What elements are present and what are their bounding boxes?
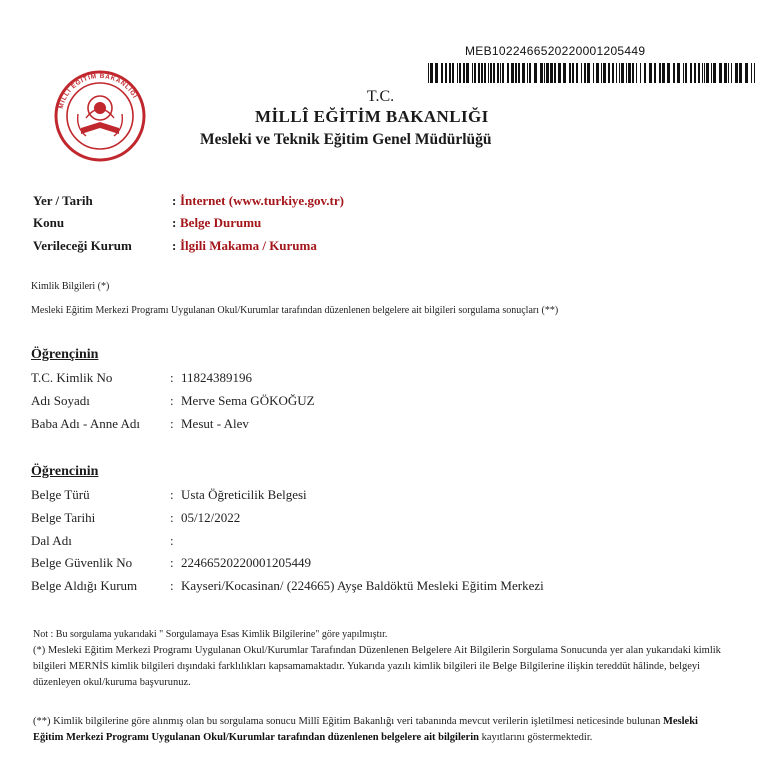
barcode-bar xyxy=(522,63,525,83)
meta-colon: : xyxy=(172,215,177,230)
field-value-security: 22466520220001205449 xyxy=(181,555,311,570)
barcode-bar xyxy=(463,63,465,83)
barcode-bar xyxy=(667,63,670,83)
barcode-bar xyxy=(459,63,461,83)
barcode-bar xyxy=(515,63,517,83)
barcode-bar xyxy=(507,63,509,83)
barcode-bar xyxy=(698,63,700,83)
barcode-bar xyxy=(735,63,738,83)
field-colon: : xyxy=(170,510,174,525)
barcode-bar xyxy=(445,63,447,83)
barcode-bar xyxy=(587,63,590,83)
barcode-bar xyxy=(441,63,443,83)
barcode-bar xyxy=(584,63,586,83)
field-value-issuer: Kayseri/Kocasinan/ (224665) Ayşe Baldöktü Mesleki Eğitim Merkezi xyxy=(181,578,544,593)
barcode-bar xyxy=(481,63,483,83)
barcode-bar xyxy=(690,63,692,83)
field-colon: : xyxy=(170,578,174,593)
barcode xyxy=(428,63,755,83)
barcode-bar xyxy=(466,63,469,83)
barcode-bar xyxy=(739,63,742,83)
barcode-bar xyxy=(428,63,429,83)
student-section-title: Öğrençinin xyxy=(31,347,99,362)
barcode-bar xyxy=(497,63,499,83)
meta-label-place: Yer / Tarih xyxy=(33,193,93,208)
barcode-bar xyxy=(626,63,627,83)
barcode-bar xyxy=(601,63,602,83)
barcode-bar xyxy=(563,63,566,83)
barcode-bar xyxy=(603,63,606,83)
barcode-bar xyxy=(435,63,438,83)
barcode-bar xyxy=(500,63,501,83)
barcode-bar xyxy=(593,63,594,83)
barcode-bar xyxy=(659,63,661,83)
meta-value-subject: Belge Durumu xyxy=(180,215,262,230)
header-tc: T.C. xyxy=(366,88,395,105)
barcode-bar xyxy=(731,63,732,83)
barcode-bar xyxy=(449,63,451,83)
field-label-branch: Dal Adı xyxy=(31,533,72,548)
meta-value-place: İnternet (www.turkiye.gov.tr) xyxy=(180,193,344,208)
field-value-tc: 11824389196 xyxy=(181,370,253,385)
barcode-bar xyxy=(694,63,696,83)
barcode-bar xyxy=(540,63,543,83)
barcode-bar xyxy=(621,63,624,83)
barcode-bar xyxy=(636,63,637,83)
footnote: Not : Bu sorgulama yukarıdaki " Sorgulamaya Esas Kimlik Bilgilerine" göre yapılmıştır. xyxy=(33,629,388,640)
barcode-bar xyxy=(616,63,617,83)
barcode-bar xyxy=(619,63,620,83)
barcode-bar xyxy=(632,63,634,83)
field-value-parents: Mesut - Alev xyxy=(181,416,249,431)
barcode-bar xyxy=(649,63,652,83)
barcode-bar xyxy=(558,63,561,83)
barcode-bar xyxy=(662,63,665,83)
meta-colon: : xyxy=(172,193,177,208)
barcode-bar xyxy=(719,63,722,83)
note-query-result: (**) Kimlik bilgilerine göre alınmış olan bu sorgulama sonucu Millî Eğitim Bakanlığı veri tabanında mevcut verilerin işletilmesi neticesinde bulunan Mesleki Eğitim Merkezi Programı Uygulanan Okul/Kurumlar tarafından düzenlenen belgelere ait bilgilerin kayıtlarını göstermektedir. xyxy=(33,716,698,743)
barcode-bar xyxy=(527,63,528,83)
barcode-bar xyxy=(673,63,675,83)
barcode-bar xyxy=(612,63,614,83)
barcode-bar xyxy=(751,63,752,83)
barcode-bar xyxy=(544,63,545,83)
field-colon: : xyxy=(170,370,174,385)
barcode-bar xyxy=(596,63,599,83)
field-value-type: Usta Öğreticilik Belgesi xyxy=(181,487,307,502)
barcode-bar xyxy=(484,63,486,83)
barcode-bar xyxy=(702,63,703,83)
barcode-bar xyxy=(677,63,680,83)
barcode-bar xyxy=(569,63,571,83)
barcode-bar xyxy=(640,63,641,83)
barcode-bar xyxy=(654,63,656,83)
ministry-seal xyxy=(54,70,146,162)
barcode-bar xyxy=(474,63,476,83)
field-label-tc: T.C. Kimlik No xyxy=(31,370,113,385)
field-label-type: Belge Türü xyxy=(31,487,90,502)
identity-note: Kimlik Bilgileri (*) xyxy=(31,281,110,292)
barcode-bar xyxy=(581,63,582,83)
seal-text: MİLLÎ EĞİTİM BAKANLIĞI xyxy=(57,72,139,110)
barcode-bar xyxy=(493,63,495,83)
barcode-bar xyxy=(576,63,578,83)
barcode-bar xyxy=(704,63,705,83)
field-colon: : xyxy=(170,533,174,548)
field-label-name: Adı Soyadı xyxy=(31,393,90,408)
field-value-date: 05/12/2022 xyxy=(181,510,241,525)
barcode-bar xyxy=(628,63,631,83)
barcode-bar xyxy=(511,63,514,83)
header-ministry: MİLLÎ EĞİTİM BAKANLIĞI xyxy=(255,107,489,126)
barcode-bar xyxy=(754,63,755,83)
barcode-bar xyxy=(490,63,492,83)
field-label-parents: Baba Adı - Anne Adı xyxy=(31,416,141,431)
barcode-bar xyxy=(546,63,549,83)
barcode-bar xyxy=(478,63,480,83)
field-label-security: Belge Güvenlik No xyxy=(31,555,133,570)
meta-label-subject: Konu xyxy=(33,215,65,230)
note-mernis: (*) Mesleki Eğitim Merkezi Programı Uygulanan Okul/Kurumlar Tarafından Düzenlenen Belgelere Ait Bilgilerin Sorgulama Sonucunda yer alan yukarıdaki kimlik bilgileri MERNİS kimlik bilgileri dışındaki farklılıkları kapsamamaktadır. Yukarıda yazılı kimlik bilgileri ile Belge Bilgilerine ilişkin tereddüt hâlinde, belgeyi düzenleyen okul/kuruma başvurunuz. xyxy=(33,645,721,688)
barcode-bar xyxy=(472,63,473,83)
barcode-bar xyxy=(452,63,454,83)
barcode-bar xyxy=(550,63,553,83)
meta-label-institution: Verileceği Kurum xyxy=(33,238,132,253)
barcode-bar xyxy=(683,63,684,83)
document-code: MEB10224665202200012054​49 xyxy=(465,44,646,58)
barcode-bar xyxy=(728,63,729,83)
header-department: Mesleki ve Teknik Eğitim Genel Müdürlüğü xyxy=(200,131,492,148)
barcode-bar xyxy=(488,63,489,83)
barcode-bar xyxy=(745,63,748,83)
barcode-bar xyxy=(724,63,727,83)
field-value-name: Merve Sema GÖKOĞUZ xyxy=(181,393,315,408)
barcode-bar xyxy=(502,63,504,83)
barcode-bar xyxy=(572,63,574,83)
barcode-bar xyxy=(685,63,687,83)
field-colon: : xyxy=(170,416,174,431)
barcode-bar xyxy=(554,63,556,83)
meta-colon: : xyxy=(172,238,177,253)
barcode-bar xyxy=(430,63,433,83)
query-note: Mesleki Eğitim Merkezi Programı Uygulanan Okul/Kurumlar tarafından düzenlenen belgelere ait bilgileri sorgulama sonuçları (**) xyxy=(31,305,559,316)
barcode-bar xyxy=(608,63,610,83)
field-colon: : xyxy=(170,393,174,408)
barcode-bar xyxy=(518,63,520,83)
barcode-bar xyxy=(711,63,712,83)
field-colon: : xyxy=(170,555,174,570)
meta-value-institution: İlgili Makama / Kuruma xyxy=(180,238,317,253)
field-colon: : xyxy=(170,487,174,502)
barcode-bar xyxy=(529,63,531,83)
field-label-issuer: Belge Aldığı Kurum xyxy=(31,578,138,593)
barcode-bar xyxy=(457,63,458,83)
barcode-bar xyxy=(644,63,646,83)
field-label-date: Belge Tarihi xyxy=(31,510,96,525)
barcode-bar xyxy=(534,63,537,83)
certificate-section-title: Öğrencinin xyxy=(31,464,99,479)
barcode-bar xyxy=(706,63,709,83)
barcode-bar xyxy=(713,63,716,83)
